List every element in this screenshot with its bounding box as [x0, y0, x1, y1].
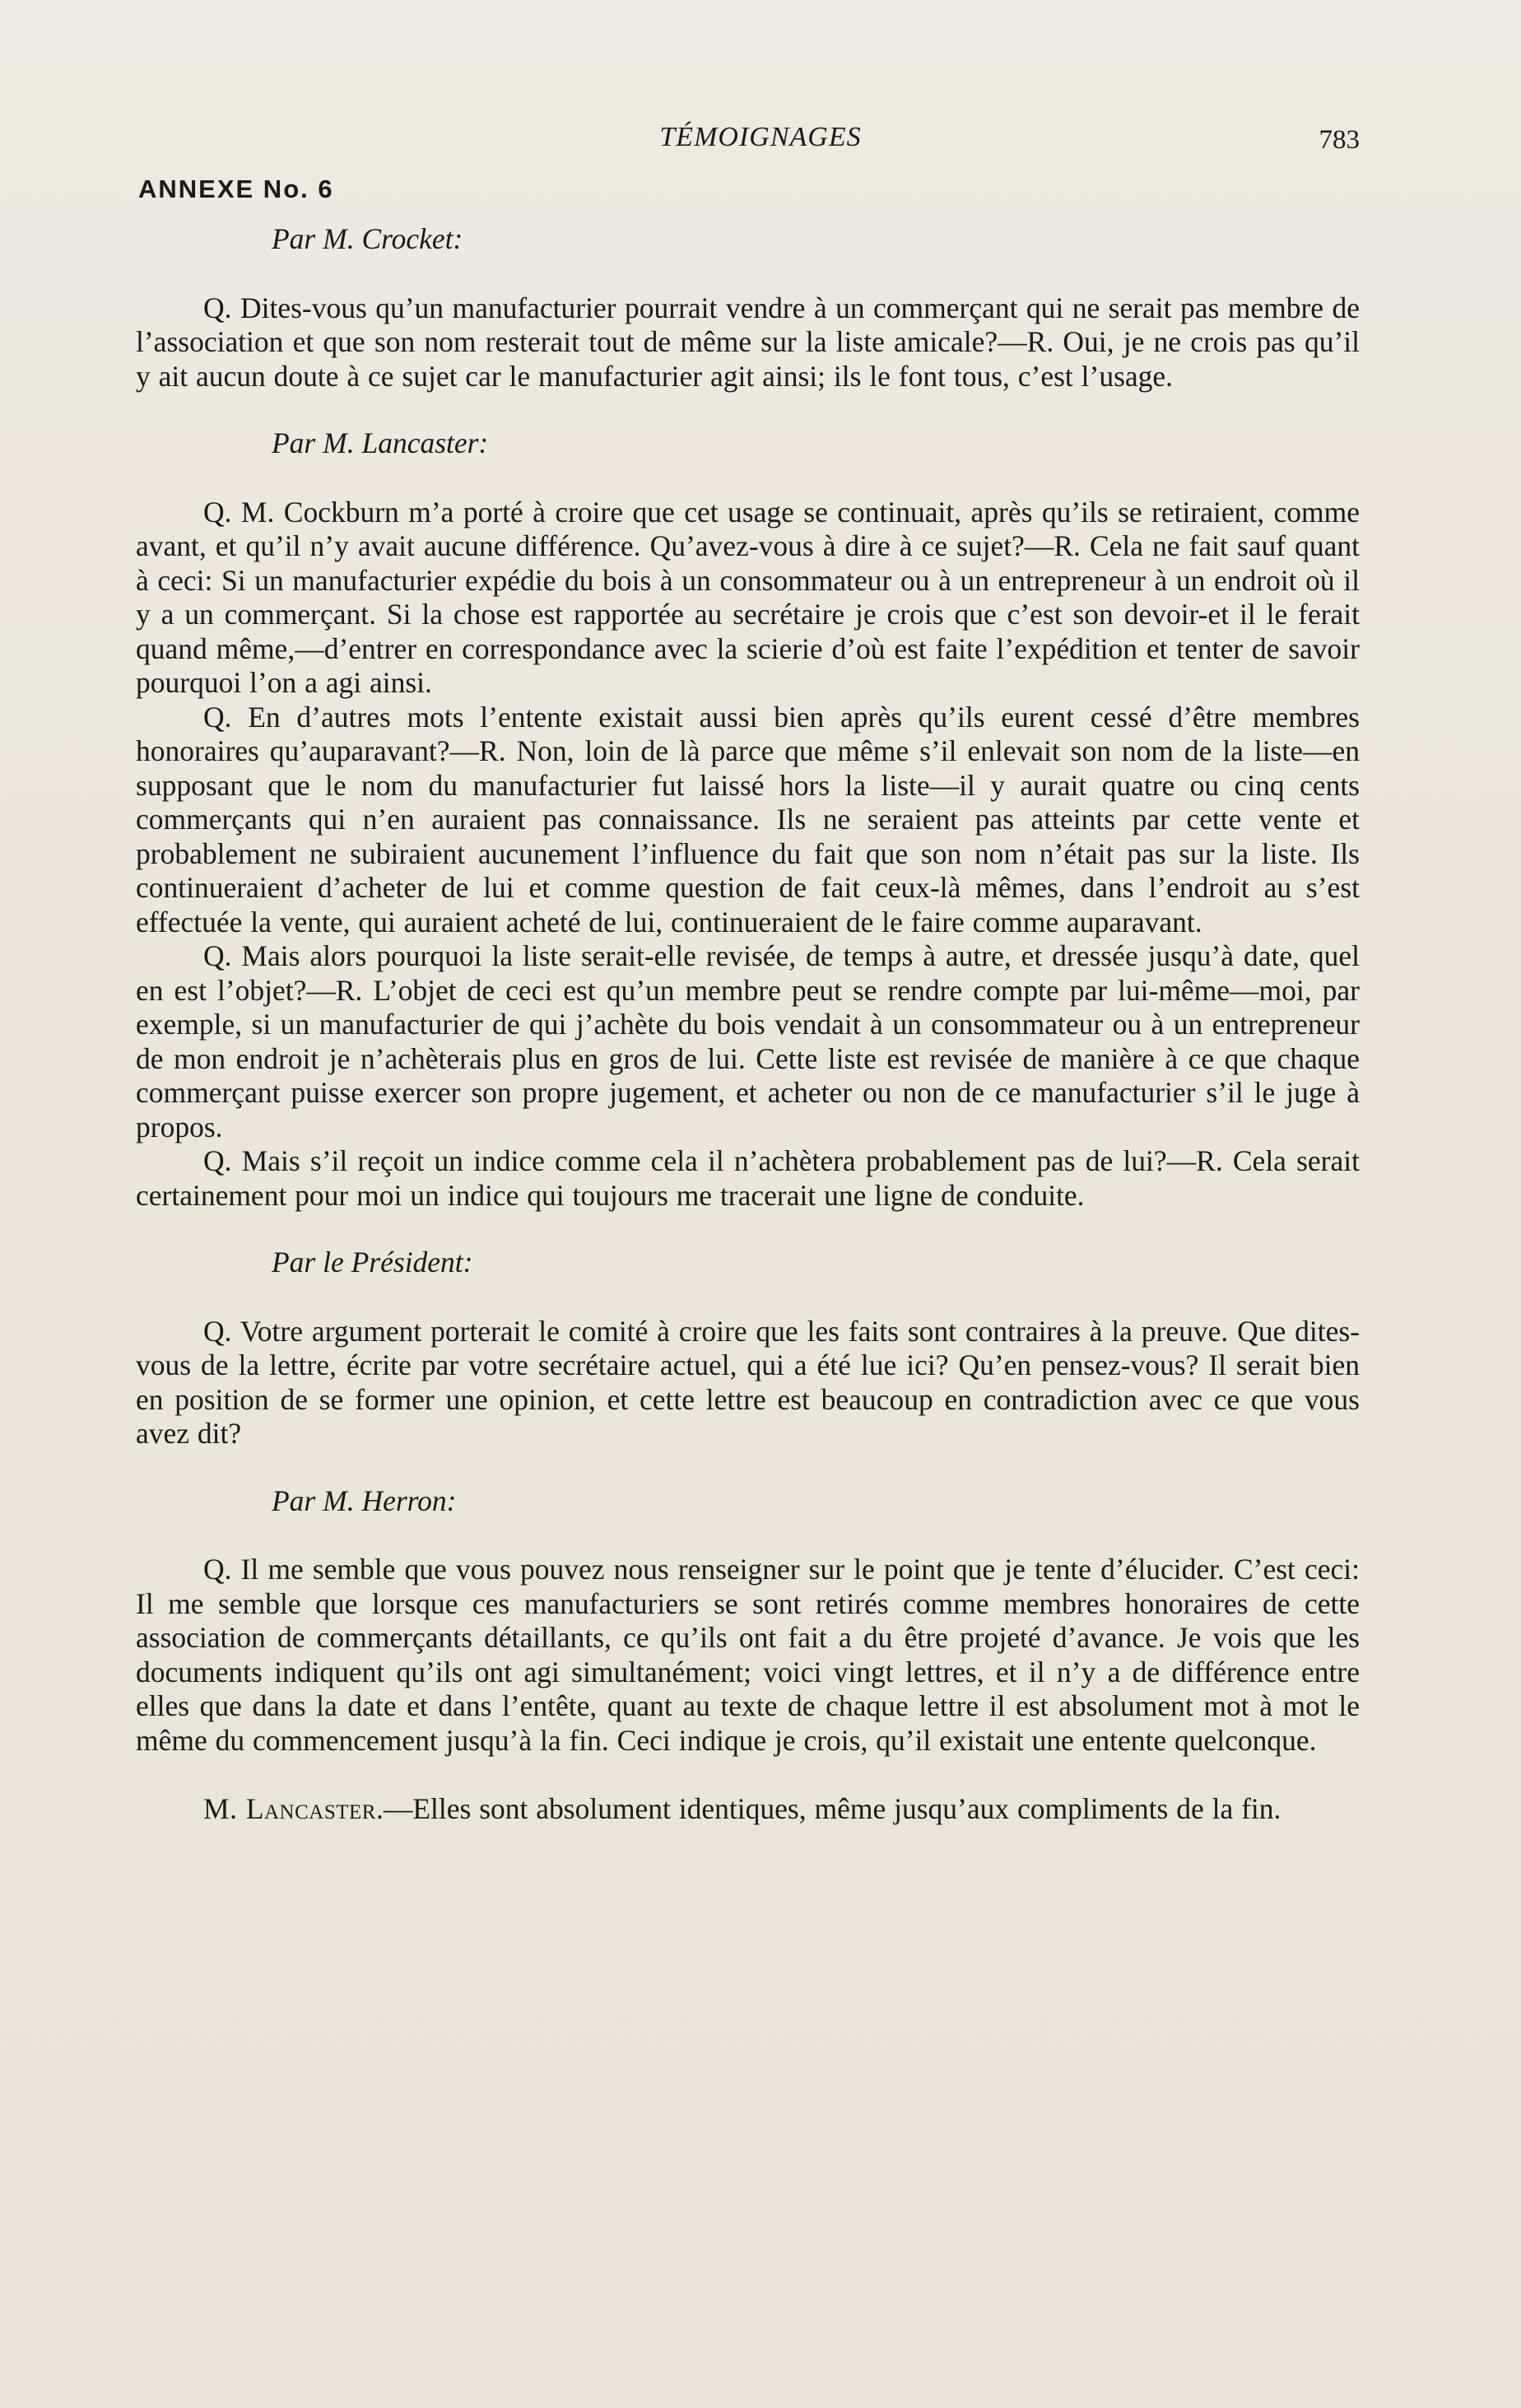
question-answer-paragraph: Q. En d’autres mots l’entente existait aussi bien après qu’ils eurent cessé d’être membres honoraires qu’auparavant?—R. Non, loin de là parce que même s’il enlevait son nom de la liste—en supposant que le nom du manufacturier fut laissé hors la liste—il y aurait quatre ou cinq cents commerçants qui n’en auraient pas connaissance. Ils ne seraient pas atteints par cette vente et probablement ne subiraient aucunement l’influence du fait que son nom n’était pas sur la liste. Ils continueraient d’acheter de lui et comme question de fait ceux-là mêmes, dans l’endroit au s’est effectuée la vente, qui auraient acheté de lui, continueraient de le faire comme auparavant. [136, 700, 1360, 939]
speaker-heading: Par M. Crocket: [272, 222, 463, 255]
closing-statement [136, 1792, 1360, 1827]
question-answer-paragraph: Q. M. Cockburn m’a porté à croire que cet usage se continuait, après qu’ils se retiraient, comme avant, et qu’il n’y avait aucune différence. Qu’avez-vous à dire à ce sujet?—R. Cela ne fait sauf quant à ceci: Si un manufacturier expédie du bois à un consommateur ou à un entrepreneur à un endroit où il y a un commerçant. Si la chose est rapportée au secrétaire je crois que c’est son devoir-et il le ferait quand même,—d’entrer en correspondance avec la scierie d’où est faite l’expédition et tenter de savoir pourquoi l’on a agi ainsi. [136, 495, 1360, 699]
running-header [0, 122, 1521, 163]
speaker-heading: Par M. Lancaster: [272, 426, 489, 459]
question-answer-paragraph: Q. Dites-vous qu’un manufacturier pourrait vendre à un commerçant qui ne serait pas membre de l’association et que son nom resterait tout de même sur la liste amicale?—R. Oui, je ne crois pas qu’il y ait aucun doute à ce sujet car le manufacturier agit ainsi; ils le font tous, c’est l’usage. [136, 291, 1360, 393]
annex-label: ANNEXE No. 6 [138, 175, 334, 203]
page-number: 783 [1319, 125, 1360, 155]
question-answer-paragraph: Q. Il me semble que vous pouvez nous renseigner sur le point que je tente d’élucider. C’est ceci: Il me semble que lorsque ces manufacturiers se sont retirés comme membres honoraires de cette association de commerçants détaillants, ce qu’ils ont fait a du être projeté d’avance. Je vois que les documents indiquent qu’ils ont agi simultanément; voici vingt lettres, et il n’y a de différence entre elles que dans la date et dans l’entête, quant au texte de chaque lettre il est absolument mot à mot le même du commencement jusqu’à la fin. Ceci indique je crois, qu’il existait une entente quelconque. [136, 1553, 1360, 1757]
testimony-body [136, 222, 1360, 1827]
speaker-heading: Par M. Herron: [272, 1483, 457, 1517]
question-answer-paragraph: Q. Votre argument porterait le comité à croire que les faits sont contraires à la preuve. Que dites-vous de la lettre, écrite par votre secrétaire actuel, qui a été lue ici? Qu’en pensez-vous? Il serait bien en position de se former une opinion, et cette lettre est beaucoup en contradiction avec ce que vous avez dit? [136, 1314, 1360, 1450]
closing-statement-text: .—Elles sont absolument identiques, même jusqu’aux compliments de la fin. [375, 1792, 1281, 1825]
question-answer-paragraph: Q. Mais s’il reçoit un indice comme cela il n’achètera probablement pas de lui?—R. Cela serait certainement pour moi un indice qui toujours me tracerait une ligne de conduite. [136, 1144, 1360, 1212]
question-answer-paragraph: Q. Mais alors pourquoi la liste serait-elle revisée, de temps à autre, et dressée jusqu’à date, quel en est l’objet?—R. L’objet de ceci est qu’un membre peut se rendre compte par lui-même—moi, par exemple, si un manufacturier de qui j’achète du bois vendait à un consommateur ou à un entrepreneur de mon endroit je n’achèterais plus en gros de lui. Cette liste est revisée de manière à ce que chaque commerçant puisse exercer son propre jugement, et acheter ou non de ce manufacturier s’il le juge à propos. [136, 939, 1360, 1143]
closing-speaker-name: M. Lancaster [203, 1792, 376, 1825]
running-title: TÉMOIGNAGES [659, 122, 862, 152]
speaker-heading: Par le Président: [272, 1246, 473, 1279]
